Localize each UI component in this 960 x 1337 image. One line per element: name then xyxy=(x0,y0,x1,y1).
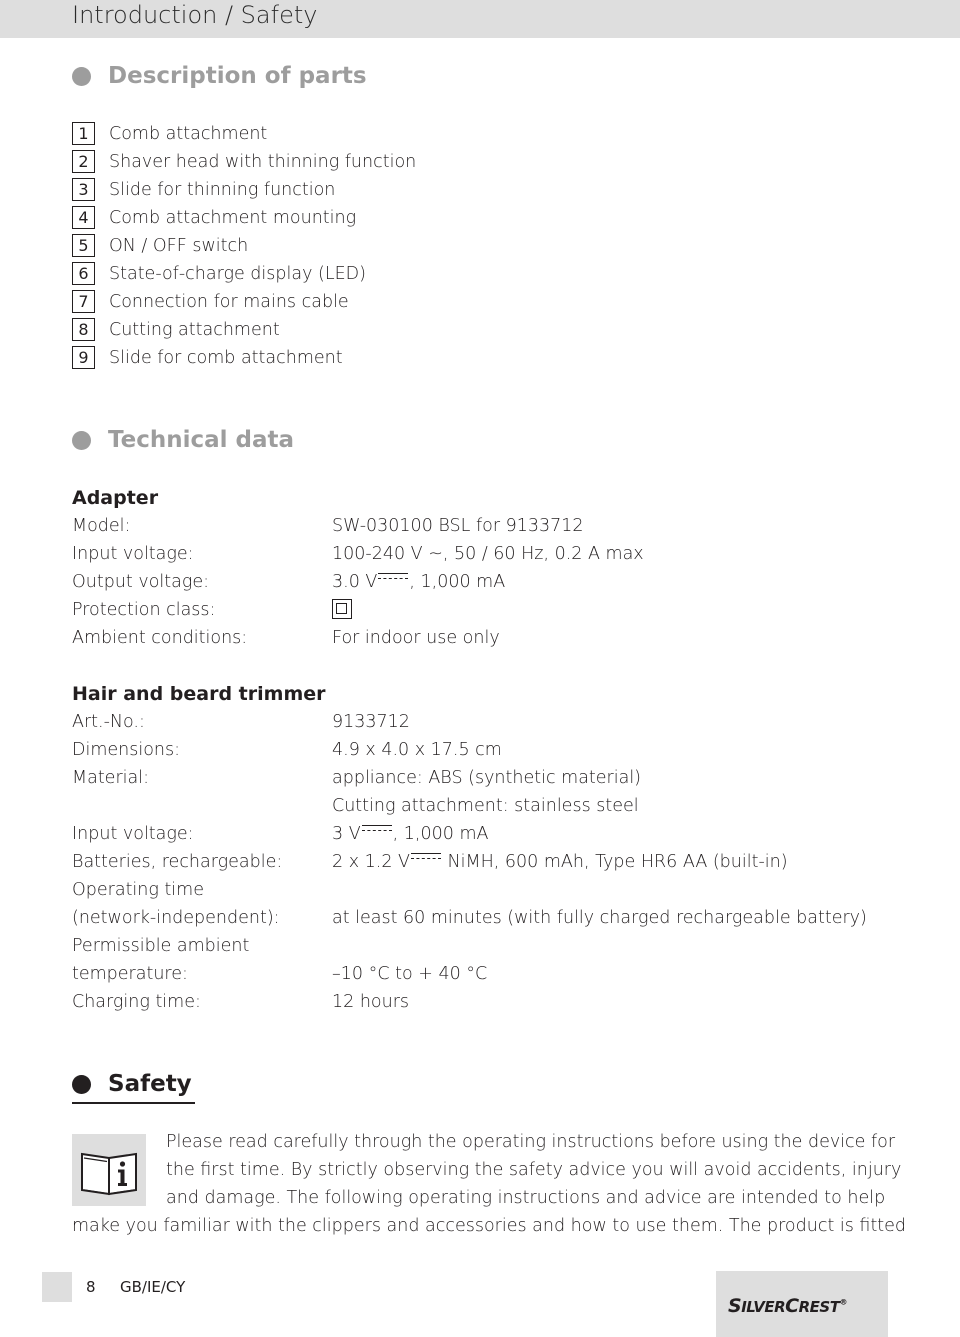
spec-label: Input voltage: xyxy=(72,544,194,564)
spec-value-current: , 1,000 mA xyxy=(409,572,506,592)
spec-label: Input voltage: xyxy=(72,824,194,844)
adapter-heading: Adapter xyxy=(72,487,159,509)
part-label: Slide for comb attachment xyxy=(109,348,343,368)
section-bullet xyxy=(72,67,91,86)
spec-label: Charging time: xyxy=(72,992,201,1012)
page-number: 8 xyxy=(86,1278,96,1296)
part-number: 8 xyxy=(72,318,95,341)
part-label: Comb attachment mounting xyxy=(109,208,357,228)
protection-class-icon xyxy=(332,599,352,619)
part-label: State-of-charge display (LED) xyxy=(109,264,366,284)
part-number: 5 xyxy=(72,234,95,257)
spec-value xyxy=(332,850,788,874)
trimmer-heading: Hair and beard trimmer xyxy=(72,683,326,705)
spec-label: Ambient conditions: xyxy=(72,628,248,648)
part-number: 9 xyxy=(72,346,95,369)
spec-label: Material: xyxy=(72,768,149,788)
spec-label: Output voltage: xyxy=(72,572,210,592)
page-title: Introduction / Safety xyxy=(72,1,318,29)
spec-value-battery: NiMH, 600 mAh, Type HR6 AA (built-in) xyxy=(441,852,788,872)
safety-text-line: and damage. The following operating instructions and advice are intended to help xyxy=(166,1188,886,1208)
section-divider xyxy=(72,1102,195,1104)
spec-value: 4.9 x 4.0 x 17.5 cm xyxy=(332,740,502,760)
spec-value: 12 hours xyxy=(332,992,410,1012)
part-label: Connection for mains cable xyxy=(109,292,349,312)
spec-value: For indoor use only xyxy=(332,628,500,648)
info-book-icon xyxy=(72,1134,146,1206)
spec-value: –10 °C to + 40 °C xyxy=(332,964,488,984)
spec-value-voltage: 2 x 1.2 V xyxy=(332,852,410,872)
spec-label: Protection class: xyxy=(72,600,216,620)
spec-label: Permissible ambient xyxy=(72,936,250,956)
part-label: Shaver head with thinning function xyxy=(109,152,417,172)
info-book-svg xyxy=(72,1134,146,1206)
spec-value-current: , 1,000 mA xyxy=(392,824,489,844)
part-number: 4 xyxy=(72,206,95,229)
dc-symbol-icon xyxy=(378,571,408,581)
dc-symbol-icon xyxy=(411,851,441,861)
technical-title: Technical data xyxy=(108,427,295,453)
part-label: Comb attachment xyxy=(109,124,268,144)
region-code: GB/IE/CY xyxy=(120,1278,186,1296)
spec-label: Batteries, rechargeable: xyxy=(72,852,283,872)
part-label: Cutting attachment xyxy=(109,320,280,340)
spec-value: SW-030100 BSL for 9133712 xyxy=(332,516,584,536)
spec-value: 9133712 xyxy=(332,712,410,732)
spec-label: Dimensions: xyxy=(72,740,181,760)
spec-value: 100-240 V ~, 50 / 60 Hz, 0.2 A max xyxy=(332,544,644,564)
section-bullet xyxy=(72,1075,91,1094)
spec-label: Model: xyxy=(72,516,131,536)
part-number: 1 xyxy=(72,122,95,145)
spec-value xyxy=(332,570,505,594)
spec-value-voltage: 3 V xyxy=(332,824,361,844)
spec-label: Operating time xyxy=(72,880,204,900)
spec-label: (network-independent): xyxy=(72,908,280,928)
spec-label: temperature: xyxy=(72,964,188,984)
part-number: 6 xyxy=(72,262,95,285)
spec-value xyxy=(332,822,488,846)
brand-logo-text: SILVERCREST® xyxy=(728,1295,847,1317)
description-title: Description of parts xyxy=(108,63,367,89)
spec-value: at least 60 minutes (with fully charged rechargeable battery) xyxy=(332,908,867,928)
part-number: 7 xyxy=(72,290,95,313)
protection-class-inner xyxy=(336,603,347,614)
safety-text-line: the first time. By strictly observing the safety advice you will avoid accidents, injury xyxy=(166,1160,902,1180)
spec-value-voltage: 3.0 V xyxy=(332,572,378,592)
section-bullet xyxy=(72,431,91,450)
dc-symbol-icon xyxy=(362,823,392,833)
footer-marker xyxy=(42,1272,72,1302)
part-number: 3 xyxy=(72,178,95,201)
spec-value: Cutting attachment: stainless steel xyxy=(332,796,639,816)
brand-logo xyxy=(716,1271,888,1337)
safety-text-line: Please read carefully through the operating instructions before using the device for xyxy=(166,1132,896,1152)
spec-value: appliance: ABS (synthetic material) xyxy=(332,768,642,788)
spec-label: Art.-No.: xyxy=(72,712,145,732)
part-number: 2 xyxy=(72,150,95,173)
part-label: Slide for thinning function xyxy=(109,180,336,200)
part-label: ON / OFF switch xyxy=(109,236,249,256)
safety-text-line: make you familiar with the clippers and accessories and how to use them. The product is fitted xyxy=(72,1216,907,1236)
safety-title: Safety xyxy=(108,1071,192,1097)
